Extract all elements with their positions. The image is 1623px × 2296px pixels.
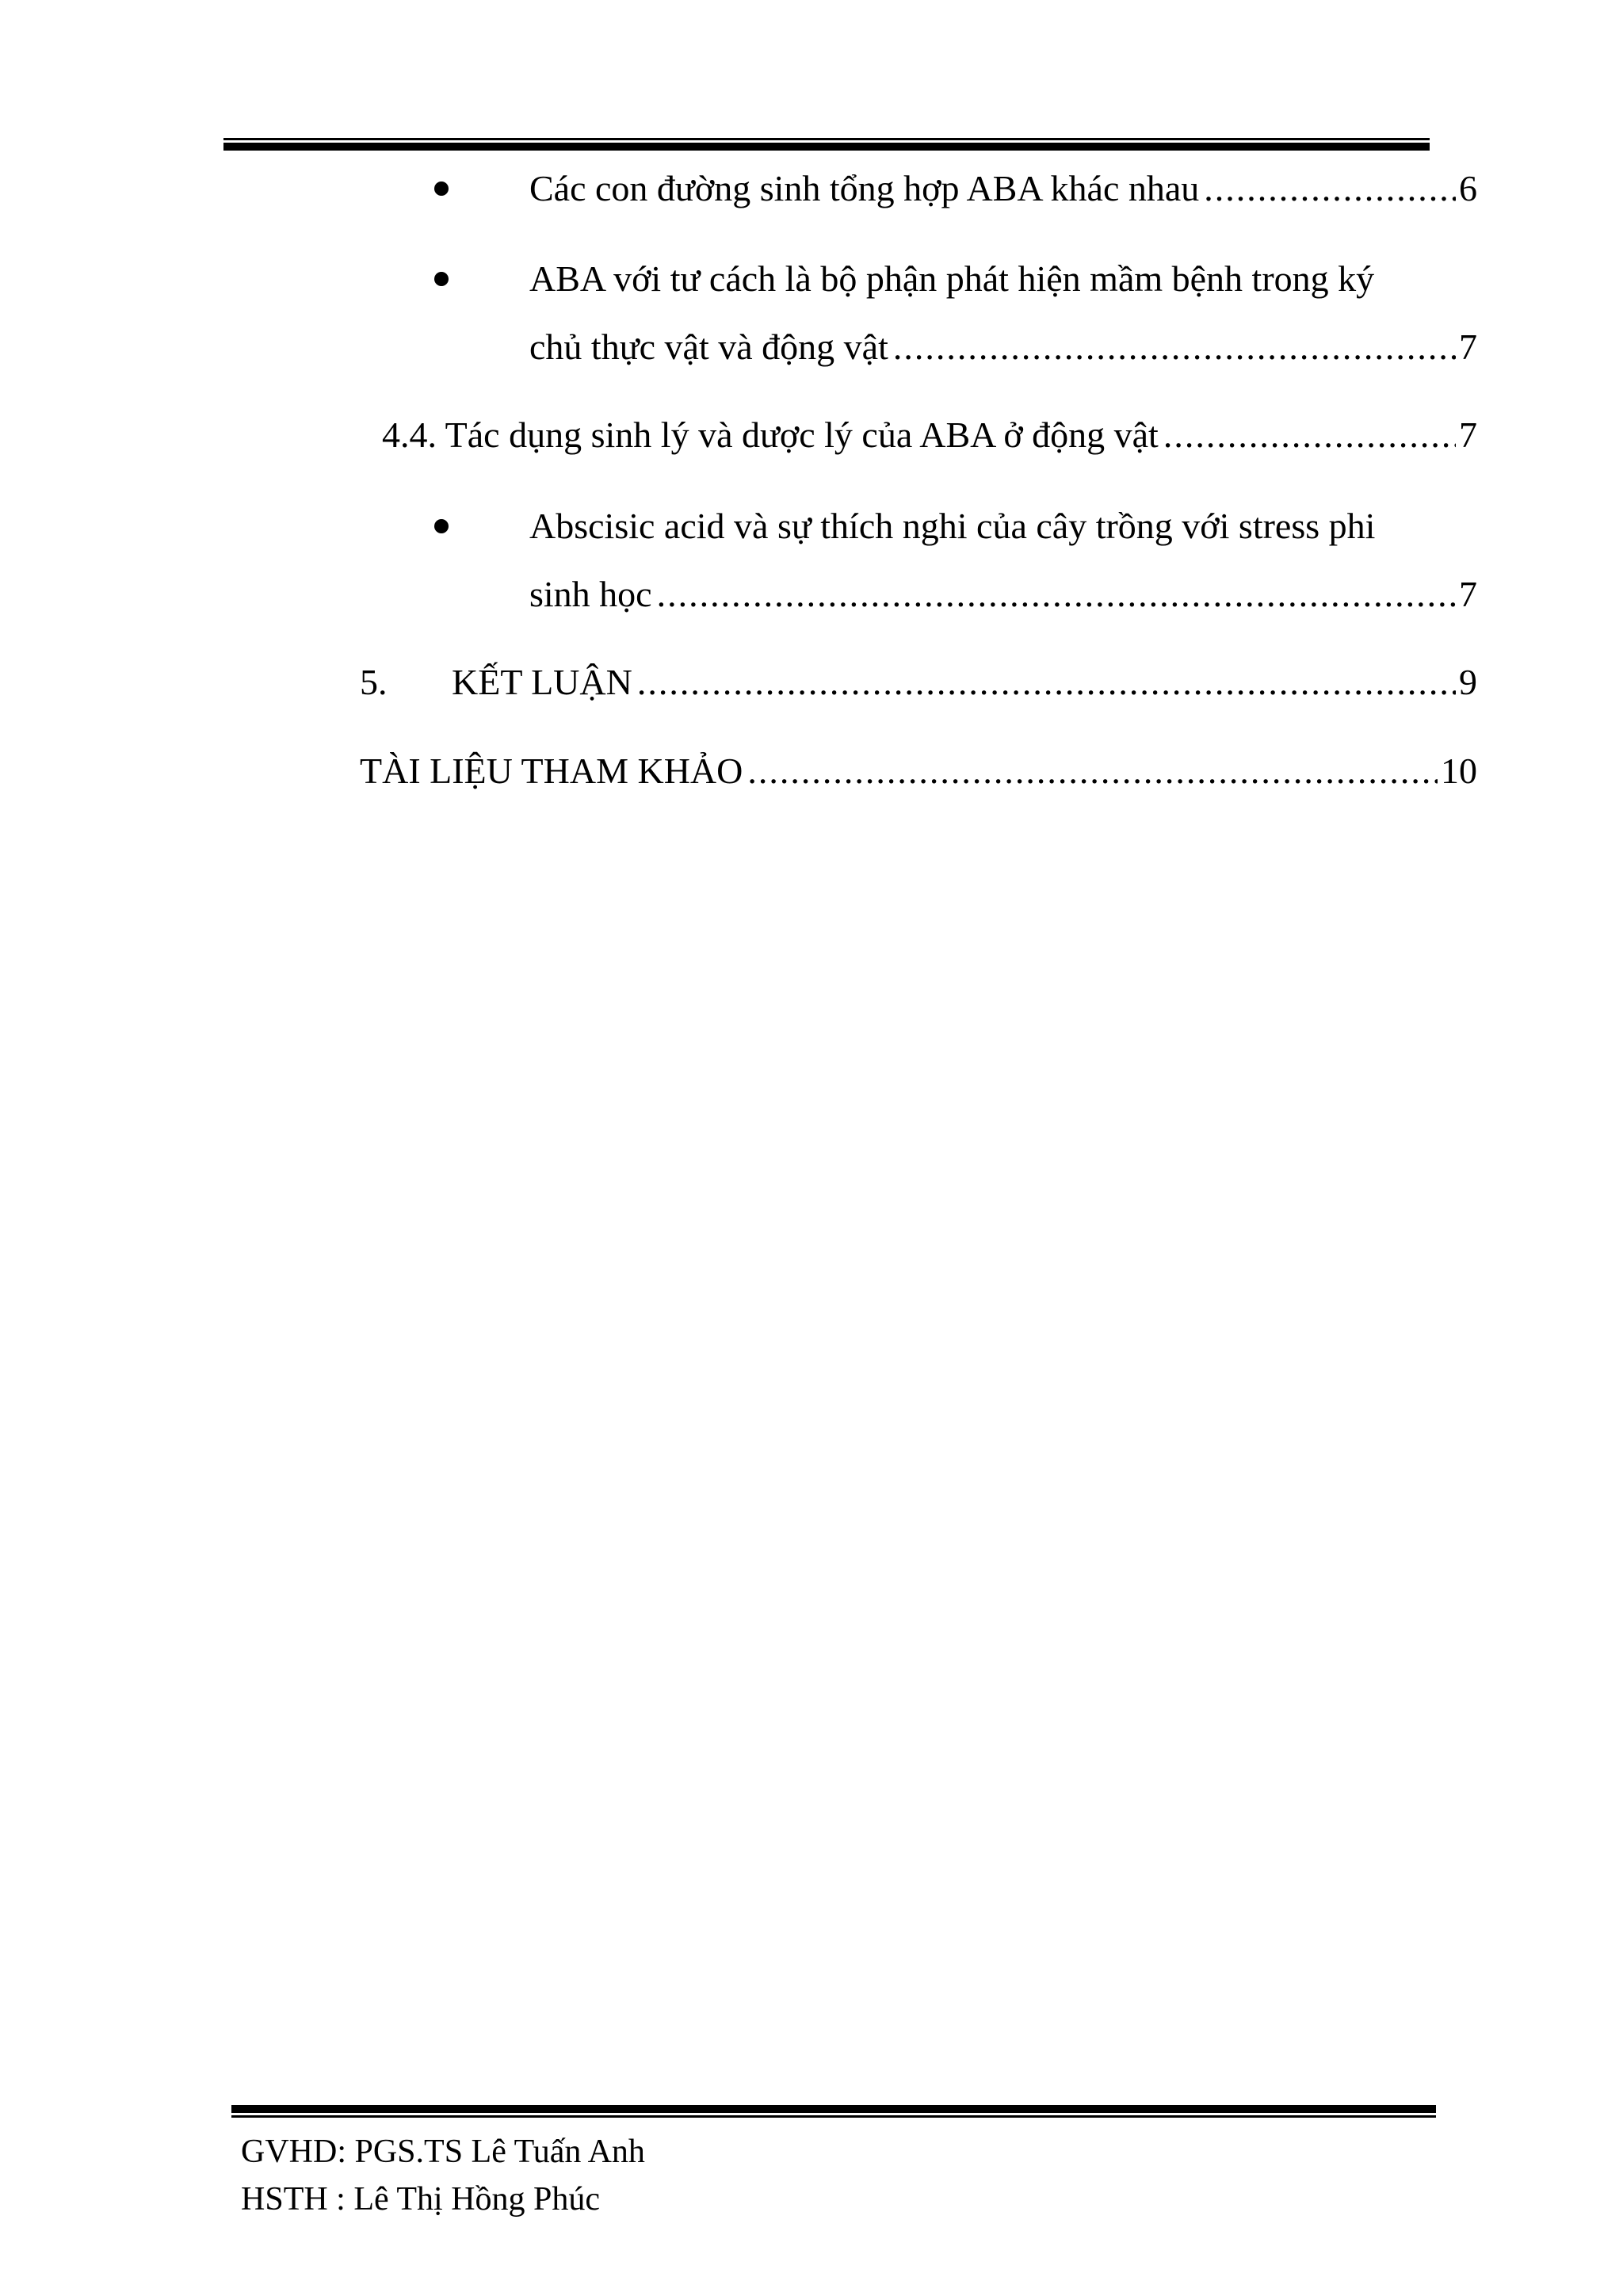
bullet-icon [434,519,449,533]
footer-student: HSTH : Lê Thị Hồng Phúc [241,2181,601,2218]
toc-entry-page: 10 [1441,751,1477,791]
header-rule-thick [223,143,1430,151]
toc-entry[interactable] [529,167,1477,210]
toc-entry-page: 9 [1459,662,1477,702]
toc-leader-dots [657,573,1456,616]
toc-entry-page: 7 [1459,415,1477,455]
toc-entry-page: 7 [1459,574,1477,614]
footer-advisor: GVHD: PGS.TS Lê Tuấn Anh [241,2134,645,2170]
toc-entry-title-line2: chủ thực vật và động vật [529,327,888,367]
toc-leader-dots [747,750,1438,793]
toc-entry[interactable] [360,750,1477,793]
toc-entry-number: 5. [360,662,388,702]
toc-entry[interactable] [529,326,1477,369]
toc-entry[interactable] [452,661,1477,704]
toc-leader-dots [1204,167,1456,210]
toc-entry-title-line1[interactable]: ABA với tư cách là bộ phận phát hiện mầm bệnh trong ký [529,258,1375,299]
toc-entry-title-line1[interactable]: Abscisic acid và sự thích nghi của cây trồng với stress phi [529,506,1376,546]
footer-rule-thick [231,2105,1436,2113]
toc-entry-title: Các con đường sinh tổng hợp ABA khác nhau [529,168,1200,208]
bullet-icon [434,181,449,196]
bullet-icon [434,272,449,286]
toc-leader-dots [893,326,1456,369]
footer-rule-thin [231,2115,1436,2118]
toc-entry[interactable] [382,414,1477,457]
toc-entry-title: KẾT LUẬN [452,662,632,702]
toc-entry-title: 4.4. Tác dụng sinh lý và dược lý của ABA ở động vật [382,415,1159,455]
toc-entry-title: TÀI LIỆU THAM KHẢO [360,751,743,791]
toc-entry[interactable] [529,573,1477,616]
toc-leader-dots [637,661,1456,704]
toc-leader-dots [1163,414,1456,457]
toc-entry-title-line2: sinh học [529,574,652,614]
toc-entry-page: 6 [1459,168,1477,208]
header-rule-thin [223,138,1430,140]
toc-entry-page: 7 [1459,327,1477,367]
